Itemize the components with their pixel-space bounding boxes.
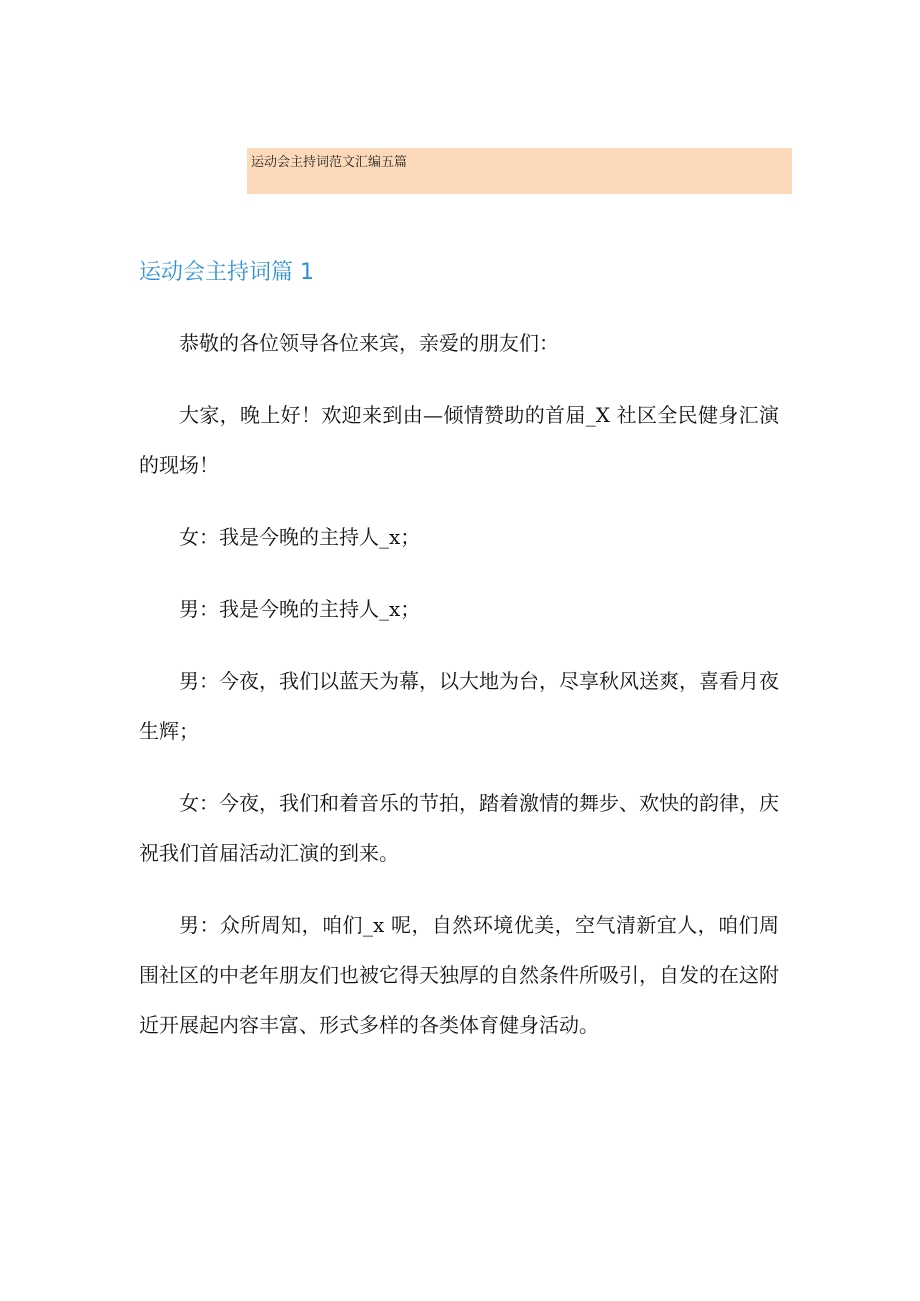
section-heading: 运动会主持词篇 1 (139, 260, 314, 285)
document-title: 运动会主持词范文汇编五篇 (251, 155, 408, 170)
paragraph-female-line-1: 女：今夜，我们和着音乐的节拍，踏着激情的舞步、欢快的韵律，庆祝我们首届活动汇演的到来。 (139, 791, 779, 865)
header-banner (247, 148, 792, 194)
paragraph-male-line-1: 男：今夜，我们以蓝天为幕，以大地为台，尽享秋风送爽，喜看月夜生辉； (139, 669, 779, 743)
paragraph-host-female: 女：我是今晚的主持人_x； (179, 525, 421, 549)
paragraph-greeting: 恭敬的各位领导各位来宾，亲爱的朋友们： (179, 331, 559, 355)
paragraph-welcome: 大家，晚上好！欢迎来到由—倾情赞助的首届_X 社区全民健身汇演的现场！ (139, 403, 779, 477)
paragraph-male-line-2: 男：众所周知，咱们_x 呢，自然环境优美，空气清新宜人，咱们周围社区的中老年朋友们也被它得天独厚的自然条件所吸引，自发的在这附近开展起内容丰富、形式多样的各类体育健身活动。 (139, 913, 779, 1037)
paragraph-host-male: 男：我是今晚的主持人_x； (179, 597, 421, 621)
body-content (139, 318, 779, 1072)
